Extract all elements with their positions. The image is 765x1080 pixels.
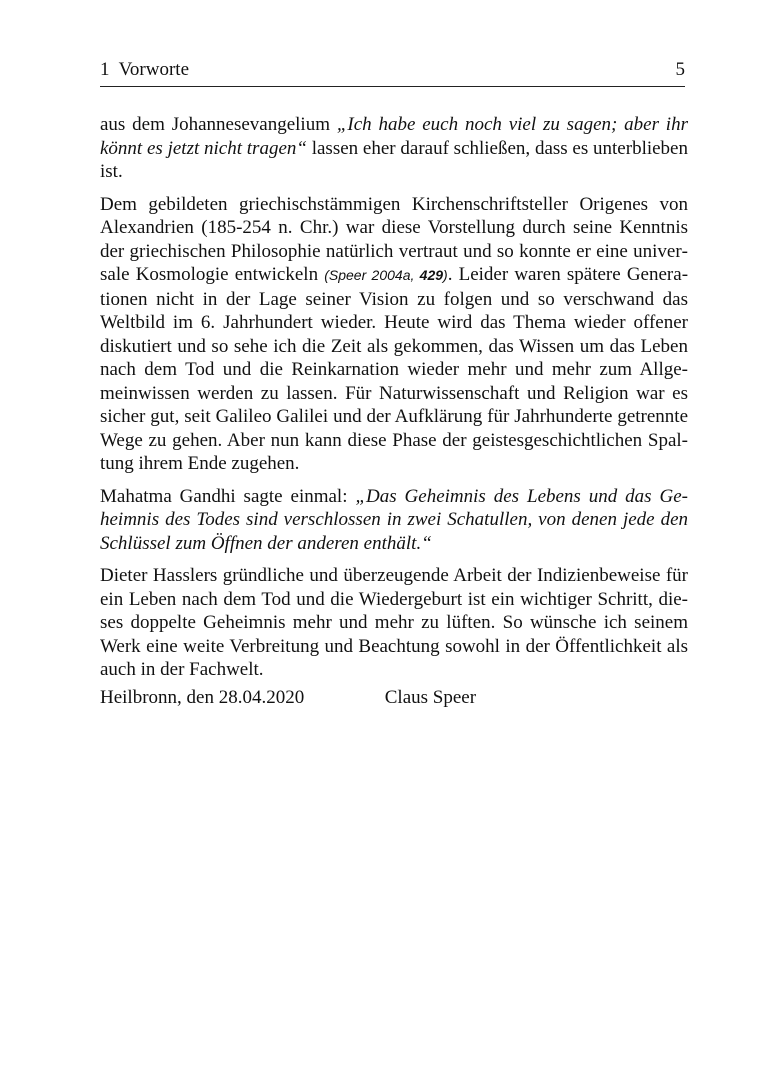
paragraph-2 [100,193,688,476]
paragraph-1-intro: aus dem Johannesevangelium [100,114,337,135]
paragraph-2-rest: . Leider waren spätere Generationen nicht in der Lage seiner Vision zu folgen und so verschwand das Weltbild im 6. Jahrhundert wieder. Heute wird das Thema wieder offener diskutiert und so sehe ich die Zeit als gekommen, das Wissen um das Leben nach dem Tod und die Reinkarnation wieder mehr und mehr zum Allgemeinwissen werden zu lassen. Für Naturwissenschaft und Religion war es sicher gut, seit Galileo Galilei und der Aufklärung für Jahrhunderte getrennte Wege zu gehen. Aber nun kann diese Phase der geistesgeschichtlichen Spaltung ihrem Ende zugehen. [100,264,689,474]
chapter-title: 1 Vorworte [100,59,190,80]
citation-page: 429 [419,267,444,283]
bible-quote: „Ich habe euch noch viel zu sagen; aber ihr könnt es jetzt nicht tragen“ [100,114,688,159]
signature-line [100,686,685,710]
body-text [100,113,688,691]
paragraph-1 [100,113,688,184]
paragraph-2-intro: Dem gebildeten griechischstämmigen Kirchenschriftsteller Origenes von Alexandrien (185-254 n. Chr.) war diese Vorstellung durch seine Kenntnis der griechischen Philosophie natürlich vertraut und so konnte er eine universale Kosmologie entwickeln [100,193,688,285]
paragraph-3-intro: Mahatma Gandhi sagte einmal: [100,485,356,507]
citation [324,267,447,283]
header-rule [100,86,685,87]
paragraph-1-rest: lassen eher darauf schließen, dass es unterblieben ist. [100,137,688,182]
place-and-date: Heilbronn, den 28.04.2020 [100,687,305,708]
page-number: 5 [675,59,685,80]
running-header [100,58,685,82]
citation-source: (Speer 2004a, [324,267,420,283]
citation-close: ) [443,267,448,283]
gandhi-quote: „Das Geheimnis des Lebens und das Geheimnis des Todes sind verschlossen in zwei Schatullen, von denen jede den Schlüssel zum Öffnen der anderen enthält.“ [100,485,688,554]
paragraph-4: Dieter Hasslers gründliche und überzeugende Arbeit der Indizienbeweise für ein Leben nach dem Tod und die Wiedergeburt ist ein wichtiger Schritt, dieses doppelte Geheimnis mehr und mehr zu lüften. So wünsche ich seinem Werk eine weite Verbreitung und Beachtung sowohl in der Öffentlichkeit als auch in der Fachwelt. [100,565,688,680]
paragraph-3 [100,485,688,556]
author-name: Claus Speer [384,687,477,708]
